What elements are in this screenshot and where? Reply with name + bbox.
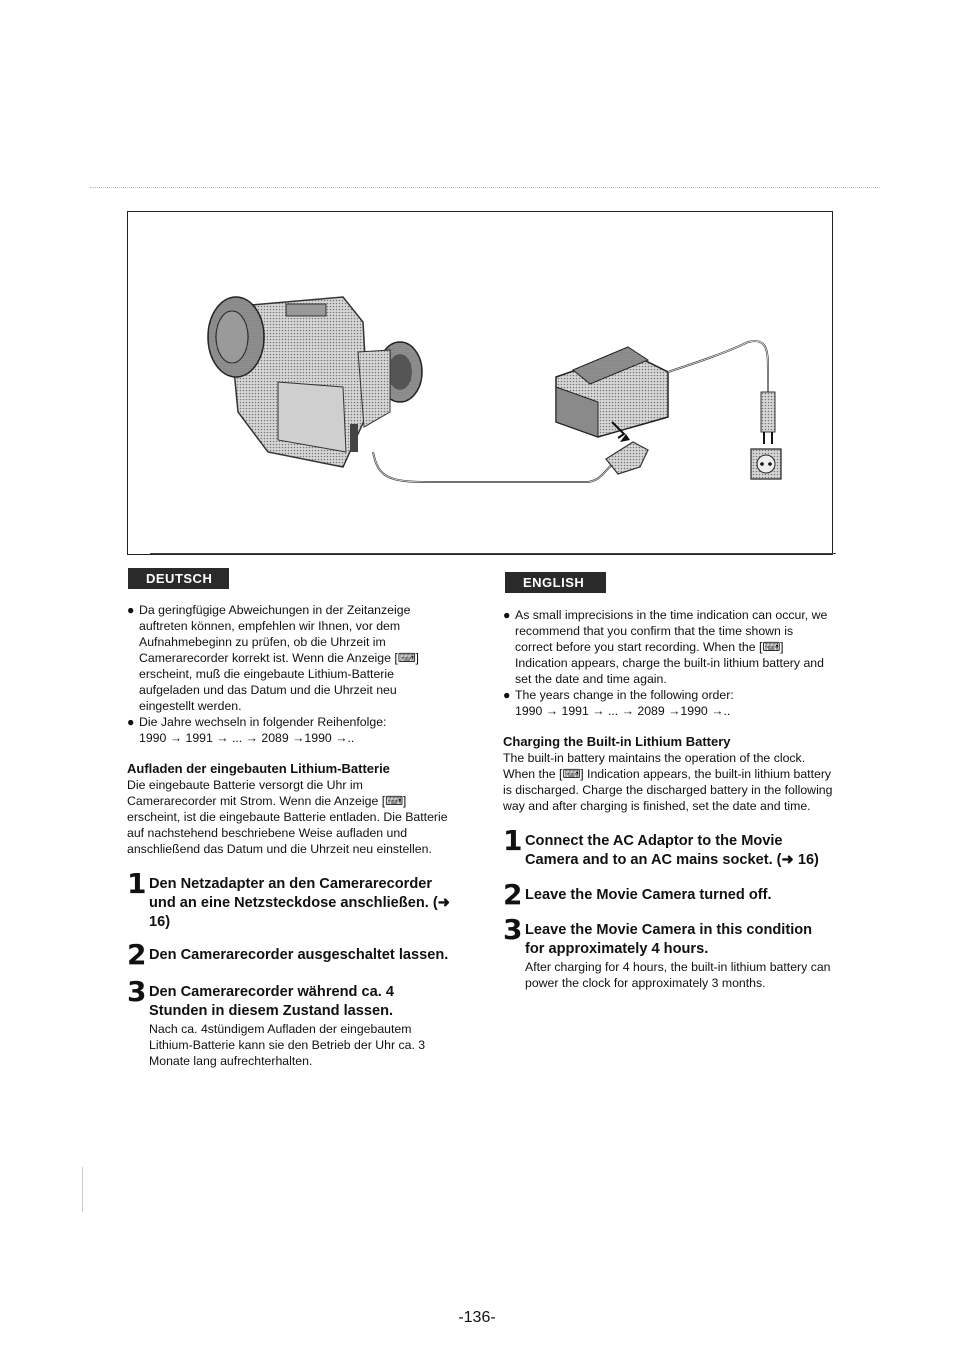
step-text: Leave the Movie Camera turned off. — [525, 887, 772, 903]
camcorder-icon — [208, 297, 422, 467]
bullet-text: As small imprecisions in the time indication can occur, we recommend that you confirm that the time shown is correct before you start recording. When the [⌨] Indication appears, charge the built-in lithium battery and set the date and time again. — [515, 608, 828, 686]
step-text: Leave the Movie Camera in this condition for approximately 4 hours. — [525, 922, 813, 957]
bullet-item: ● As small imprecisions in the time indication can occur, we recommend that you confirm that the time shown is correct before you start recording. When the [⌨] Indication appears, charge the built-in lithium battery and set the date and time again. — [503, 608, 828, 686]
step-3 — [503, 913, 833, 991]
figure-bottom-rule — [150, 553, 836, 554]
year-sequence: 1990 → 1991 → ... → 2089 →1990 →.. — [515, 704, 731, 718]
english-column — [503, 607, 833, 991]
language-badge-english: ENGLISH — [505, 572, 606, 593]
year-sequence: 1990 → 1991 → ... → 2089 →1990 →.. — [139, 731, 355, 745]
bullet-item: ● Da geringfügige Abweichungen in der Zeitanzeige auftreten können, empfehlen wir Ihnen, vor dem Aufnahmebeginn zu prüfen, ob die Uhrzeit im Camerarecorder korrekt ist. Wenn die Anzeige [⌨] erscheint, muß die eingebaute Lithium-Batterie aufgeladen und das Datum und die Uhrzeit neu eingestellt werden. — [127, 603, 419, 713]
top-dotted-rule — [90, 187, 880, 188]
step-text: Connect the AC Adaptor to the Movie Camera and to an AC mains socket. (➜ 16) — [525, 833, 819, 868]
outlet-icon — [751, 449, 781, 479]
step-text: Den Camerarecorder während ca. 4 Stunden in diesem Zustand lassen. — [149, 984, 394, 1019]
step-number: 3 — [127, 975, 147, 1008]
step-1 — [503, 824, 833, 870]
step-number: 2 — [127, 938, 147, 971]
ac-adaptor-icon — [556, 347, 668, 442]
step-number: 2 — [503, 878, 523, 911]
step-1 — [127, 867, 452, 932]
step-number: 3 — [503, 913, 523, 946]
bullet-item: ● The years change in the following order: — [503, 688, 734, 702]
step-3 — [127, 975, 452, 1069]
page-number: -136- — [458, 1309, 496, 1326]
section-paragraph: Die eingebaute Batterie versorgt die Uhr im Camerarecorder mit Strom. Wenn die Anzeige [⌨] erscheint, ist die eingebaute Batterie entladen. Die Batterie auf nachstehend beschriebene Weise aufladen und anschließend das Datum und die Uhrzeit neu einstellen. — [127, 778, 448, 856]
bullet-text: Da geringfügige Abweichungen in der Zeitanzeige auftreten können, empfehlen wir Ihnen, vor dem Aufnahmebeginn zu prüfen, ob die Uhrzeit im Camerarecorder korrekt ist. Wenn die Anzeige [⌨] erscheint, muß die eingebaute Lithium-Batterie aufgeladen und das Datum und die Uhrzeit neu eingestellt werden. — [139, 603, 419, 713]
step-2 — [503, 878, 833, 911]
step-note: Nach ca. 4stündigem Aufladen der eingebautem Lithium-Batterie kann sie den Betrieb der Uhr ca. 3 Monate lang aufrechterhalten. — [149, 1022, 426, 1068]
section-heading: Charging the Built-in Lithium Battery — [503, 734, 731, 749]
bullet-text: The years change in the following order: — [515, 688, 734, 702]
illustration-frame — [127, 211, 833, 555]
step-number: 1 — [127, 867, 147, 900]
camcorder-charging-illustration — [128, 212, 834, 556]
margin-mark — [82, 1167, 83, 1212]
language-badge-deutsch: DEUTSCH — [128, 568, 229, 589]
step-text: Den Netzadapter an den Camerarecorder und an eine Netzsteckdose anschließen. (➜ 16) — [149, 876, 450, 930]
deutsch-column — [127, 602, 452, 1069]
section-heading: Aufladen der eingebauten Lithium-Batterie — [127, 761, 390, 776]
section-paragraph: The built-in battery maintains the operation of the clock. When the [⌨] Indication appears, the built-in lithium battery is discharged. Charge the discharged battery in the following way and after charging is finished, set the date and time. — [503, 751, 833, 813]
step-number: 1 — [503, 824, 523, 857]
step-note: After charging for 4 hours, the built-in lithium battery can power the clock for approximately 3 months. — [525, 960, 831, 990]
step-text: Den Camerarecorder ausgeschaltet lassen. — [149, 947, 449, 963]
step-2 — [127, 938, 452, 971]
bullet-item: ● Die Jahre wechseln in folgender Reihenfolge: — [127, 715, 387, 729]
bullet-text: Die Jahre wechseln in folgender Reihenfolge: — [139, 715, 387, 729]
